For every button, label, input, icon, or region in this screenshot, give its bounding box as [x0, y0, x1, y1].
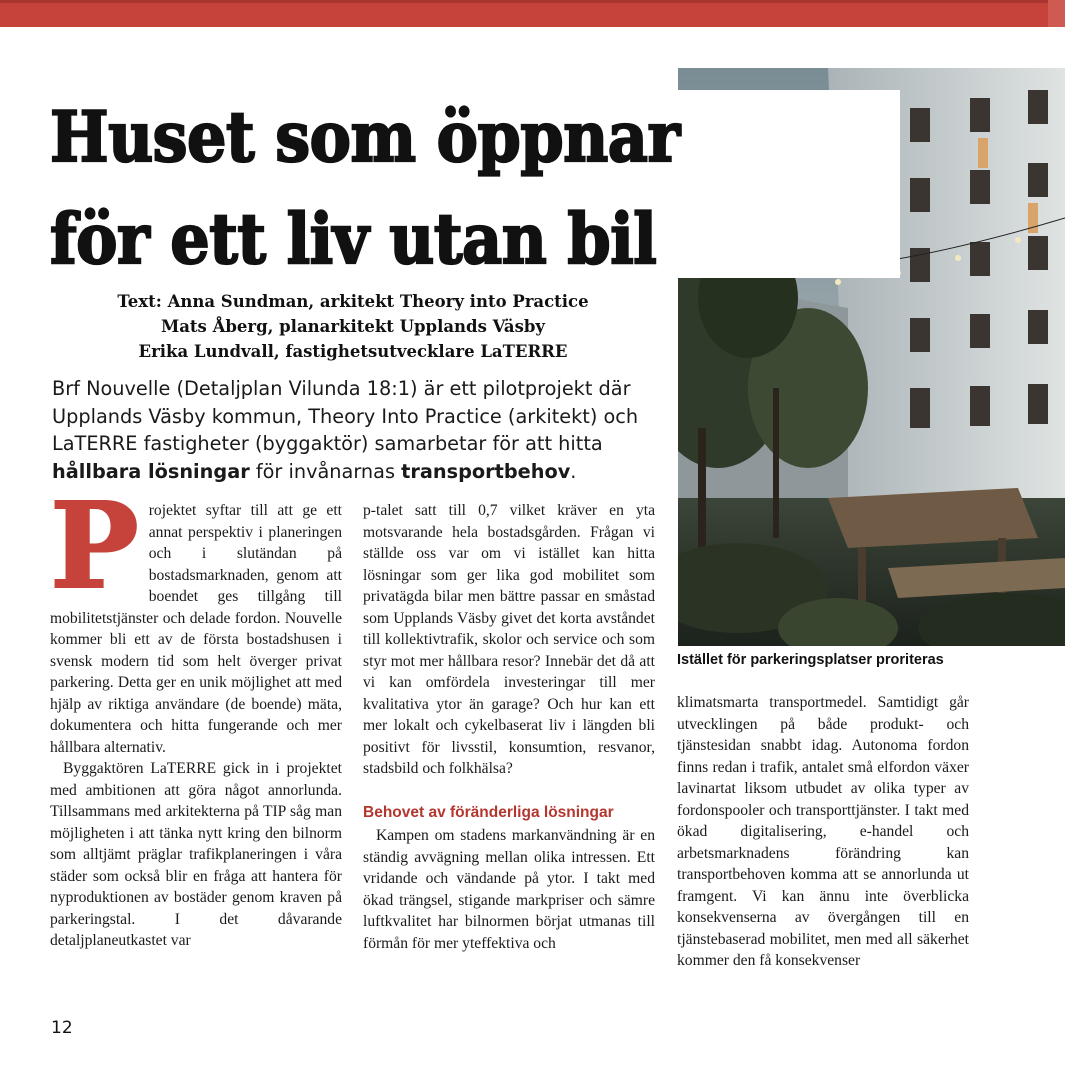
lead-bold-1: hållbara lösningar [52, 459, 250, 483]
top-bar-shade [0, 0, 1065, 3]
credit-line-3: Erika Lundvall, fastighetsutvecklare LaTERRE [138, 342, 568, 361]
body-column-1 [50, 476, 342, 952]
body-column-2 [363, 500, 655, 954]
section-subheading: Behovet av föränderliga lösningar [363, 803, 614, 821]
credit-line-2: Mats Åberg, planarkitekt Upplands Väsby [160, 317, 546, 336]
body-paragraph-4: Kampen om stadens markanvändning är en ständig avvägning mellan olika intressen. Ett vridande och vändande på ytor. I takt med ökad trängsel, stigande markpriser och sämre luftkvalitet har bilnormen börjat utmanas till förmån för mer yteffektiva och [363, 827, 655, 952]
body-paragraph-5: klimatsmarta transportmedel. Samtidigt går utvecklingen på både produkt- och tjänstesidan snabbt idag. Autonoma fordon finns redan i trafik, antalet små elfordon växer lavinartat liksom utbudet av olika typer av fordonspooler och transporttjänster. I takt med ökad digitalisering, e-handel och arbetsmarknadens förändring kan transportbehoven komma att se annorlunda ut framgent. Vi kan ännu inte överblicka konsekvenserna av övergången till en tjänstebaserad mobilitet, men med all säkerhet kommer den få konsekvenser [677, 694, 969, 969]
headline-line-2: för ett liv utan bil [50, 198, 657, 280]
body-paragraph-2: Byggaktören LaTERRE gick in i projektet med ambitionen att göra något annorlunda. Tillsammans med arkitekterna på TIP såg man möjligheten i att tänka nytt kring den bilnorm som alltjämt präglar trafikplaneringen i våra städer som också blir en fråga att hantera för nyproduktionen av bostäder genom kraven på parkeringstal. I det dåvarande detaljplaneutkastet var [50, 760, 342, 949]
photo-caption: Istället för parkeringsplatser proriteras [677, 652, 944, 668]
top-bar-corner [1048, 0, 1065, 27]
body-paragraph-1: rojektet syftar till att ge ett annat perspektiv i planeringen och i slutändan på bostadsmarknaden, genom att boendet ges tillgång till mobilitetstjänster och delade fordon. Nouvelle kommer bli ett av de första bostadshusen i svensk modern tid som helt överger privat parkering. Detta ger en unik möjlighet att med hjälp av riktiga användare (de boende) mäta, dokumentera och hitta fungerande och mer hållbara alternativ. [50, 502, 342, 756]
page-number: 12 [51, 1018, 73, 1038]
drop-cap: P [50, 476, 139, 615]
lead-text-2: för invånarnas [249, 459, 402, 483]
credit-line-1: Text: Anna Sundman, arkitekt Theory into Practice [117, 292, 589, 311]
lead-text-3: . [570, 459, 577, 483]
lead-text-1: Brf Nouvelle (Detaljplan Vilunda 18:1) är ett pilotprojekt där Upplands Väsby kommun, Theory Into Practice (arkitekt) och LaTERRE fastigheter (byggaktör) samarbetar för att hitta [52, 377, 639, 455]
headline-line-1: Huset som öppnar [50, 96, 680, 178]
body-column-3 [677, 692, 969, 972]
lead-bold-2: transportbehov [401, 459, 571, 483]
body-paragraph-3: p-talet satt till 0,7 vilket kräver en yta motsvarande hela bostadsgården. Frågan vi ställde oss var om vi istället kan hitta lösningar som ger lika god mobilitet som privatägda bilar men bättre passar en småstad som Upplands Väsby givet det korta avståndet till kollektivtrafik, skolor och service och som styr mot mer hållbara resor? Innebär det då att vi kan omfördela investeringar till mer kvalitativa ytor än garage? Och hur kan ett mer lokalt och cykelbaserat liv i längden bli positivt för livsstil, konsumtion, resvanor, stadsbild och folkhälsa? [363, 502, 655, 777]
headline [50, 86, 895, 290]
top-color-bar [0, 0, 1065, 27]
lead-paragraph [52, 375, 672, 485]
author-credits [50, 289, 656, 364]
